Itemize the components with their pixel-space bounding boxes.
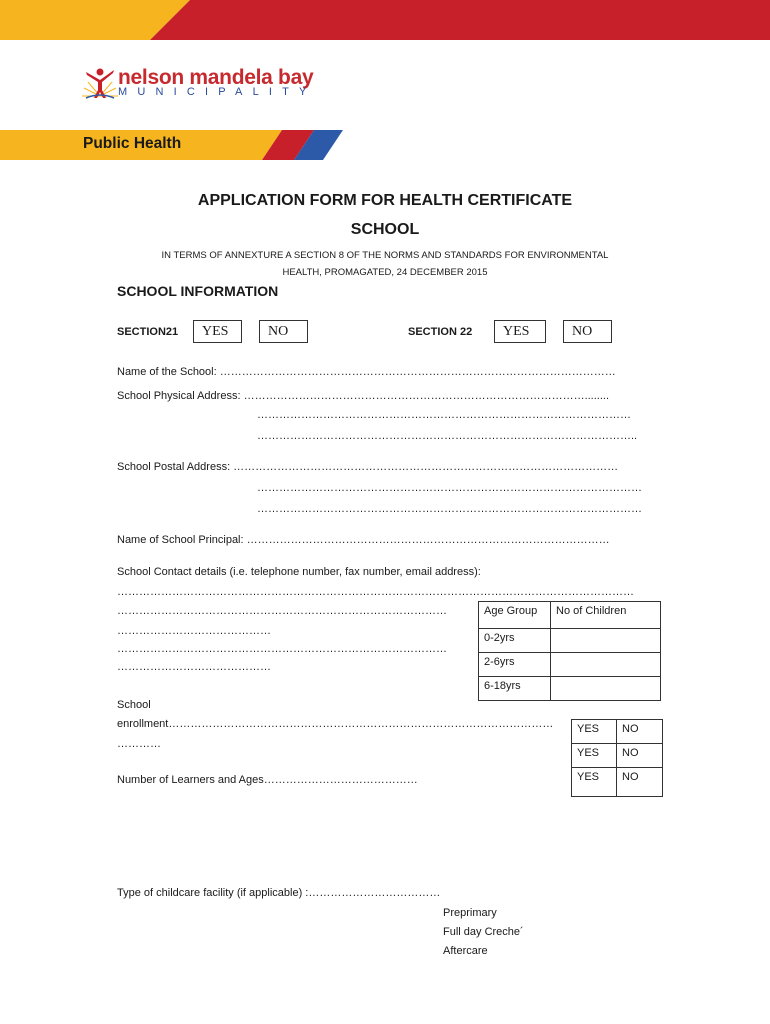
section-heading: SCHOOL INFORMATION	[117, 283, 279, 299]
children-count-cell[interactable]	[551, 653, 661, 677]
enrollment-field[interactable]: enrollment……………………………………………………………………………………………	[117, 718, 554, 730]
contact-line-3[interactable]: ……………………………………	[117, 625, 271, 637]
childcare-option-preprimary: Preprimary	[443, 907, 497, 919]
learners-field[interactable]: Number of Learners and Ages……………………………………	[117, 774, 418, 786]
no-cell[interactable]: NO	[617, 720, 663, 744]
section22-yes-box[interactable]: YES	[494, 320, 546, 343]
yes-cell[interactable]: YES	[572, 744, 617, 768]
org-name: nelson mandela bay	[118, 66, 314, 89]
physical-address-line-2[interactable]: …………………………………………………………………………………………	[257, 409, 631, 421]
postal-address-line-3[interactable]: ……………………………………………………………………………………………	[257, 503, 642, 515]
children-count-cell[interactable]	[551, 677, 661, 701]
reference-line-1: IN TERMS OF ANNEXTURE A SECTION 8 OF THE NORMS AND STANDARDS FOR ENVIRONMENTAL	[161, 250, 609, 261]
yes-cell[interactable]: YES	[572, 768, 617, 797]
contact-line-4[interactable]: ………………………………………………………………………………	[117, 643, 447, 655]
postal-address-line-2[interactable]: ……………………………………………………………………………………………	[257, 482, 642, 494]
municipality-logo-icon	[80, 66, 120, 102]
yes-no-table	[571, 719, 663, 797]
childcare-option-creche: Full day Creche´	[443, 926, 524, 938]
age-group-cell: 6-18yrs	[479, 677, 551, 701]
contact-line-1[interactable]: ……………………………………………………………………………………………………………………………	[117, 586, 634, 598]
age-group-header: Age Group	[479, 602, 551, 629]
physical-address-field[interactable]: School Physical Address: …………………………………………………………………………………........	[117, 390, 610, 402]
school-name-field[interactable]: Name of the School: ………………………………………………………………………………………………	[117, 366, 616, 378]
org-subtitle: MUNICIPALITY	[118, 86, 317, 98]
enrollment-field-cont[interactable]: …………	[117, 738, 161, 750]
section22-label: SECTION 22	[408, 326, 473, 338]
form-subtitle: SCHOOL	[350, 221, 420, 238]
childcare-type-field[interactable]: Type of childcare facility (if applicable) :………………………………	[117, 887, 441, 899]
section22-no-box[interactable]: NO	[563, 320, 612, 343]
childcare-option-aftercare: Aftercare	[443, 945, 488, 957]
banner-title: Public Health	[83, 135, 182, 152]
yes-cell[interactable]: YES	[572, 720, 617, 744]
contact-line-5[interactable]: ……………………………………	[117, 661, 271, 673]
top-color-bar	[0, 0, 770, 40]
age-group-table	[478, 601, 661, 701]
children-count-cell[interactable]	[551, 629, 661, 653]
no-cell[interactable]: NO	[617, 744, 663, 768]
section21-label: SECTION21	[117, 326, 179, 338]
form-title: APPLICATION FORM FOR HEALTH CERTIFICATE	[197, 192, 573, 209]
principal-field[interactable]: Name of School Principal: ………………………………………………………………………………………	[117, 534, 610, 546]
postal-address-field[interactable]: School Postal Address: ……………………………………………………………………………………………	[117, 461, 619, 473]
section21-yes-box[interactable]: YES	[193, 320, 242, 343]
children-count-header: No of Children	[551, 602, 661, 629]
section21-no-box[interactable]: NO	[259, 320, 308, 343]
no-cell[interactable]: NO	[617, 768, 663, 797]
contact-line-2[interactable]: ………………………………………………………………………………	[117, 605, 447, 617]
physical-address-line-3[interactable]: …………………………………………………………………………………………..	[257, 430, 638, 442]
contact-label: School Contact details (i.e. telephone number, fax number, email address):	[117, 566, 481, 578]
reference-line-2: HEALTH, PROMAGATED, 24 DECEMBER 2015	[282, 267, 488, 278]
enrollment-label: School	[117, 699, 151, 711]
age-group-cell: 2-6yrs	[479, 653, 551, 677]
age-group-cell: 0-2yrs	[479, 629, 551, 653]
